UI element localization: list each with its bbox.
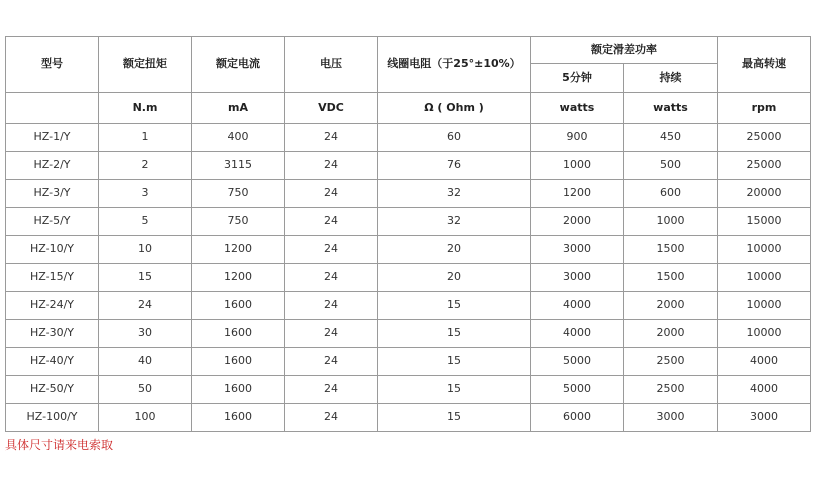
cell-model: HZ-2/Y — [6, 152, 99, 180]
unit-continuous: watts — [624, 93, 718, 124]
table-row — [6, 348, 811, 376]
cell-max-speed: 10000 — [718, 236, 811, 264]
contact-note: 具体尺寸请来电索取 — [5, 438, 114, 452]
cell-voltage: 24 — [285, 348, 378, 376]
cell-max-speed: 4000 — [718, 348, 811, 376]
cell-continuous: 3000 — [624, 404, 718, 432]
unit-five-min: watts — [531, 93, 624, 124]
cell-resistance: 15 — [378, 348, 531, 376]
cell-voltage: 24 — [285, 124, 378, 152]
table-row — [6, 320, 811, 348]
cell-five-min: 5000 — [531, 376, 624, 404]
cell-max-speed: 25000 — [718, 152, 811, 180]
header-five-min: 5分钟 — [531, 64, 624, 93]
cell-five-min: 2000 — [531, 208, 624, 236]
cell-model: HZ-40/Y — [6, 348, 99, 376]
cell-model: HZ-100/Y — [6, 404, 99, 432]
cell-continuous: 500 — [624, 152, 718, 180]
cell-torque: 24 — [99, 292, 192, 320]
cell-five-min: 1000 — [531, 152, 624, 180]
cell-model: HZ-15/Y — [6, 264, 99, 292]
cell-torque: 1 — [99, 124, 192, 152]
cell-resistance: 76 — [378, 152, 531, 180]
cell-resistance: 32 — [378, 180, 531, 208]
cell-resistance: 15 — [378, 320, 531, 348]
cell-five-min: 4000 — [531, 292, 624, 320]
cell-voltage: 24 — [285, 320, 378, 348]
cell-voltage: 24 — [285, 236, 378, 264]
table-header — [6, 37, 811, 124]
cell-five-min: 1200 — [531, 180, 624, 208]
cell-torque: 30 — [99, 320, 192, 348]
header-torque: 额定扭矩 — [99, 37, 192, 93]
cell-model: HZ-5/Y — [6, 208, 99, 236]
header-resistance: 线圈电阻（于25°±10%） — [378, 37, 531, 93]
cell-torque: 2 — [99, 152, 192, 180]
cell-max-speed: 20000 — [718, 180, 811, 208]
cell-continuous: 2500 — [624, 348, 718, 376]
cell-voltage: 24 — [285, 180, 378, 208]
cell-current: 1600 — [192, 292, 285, 320]
header-max-speed: 最高转速 — [718, 37, 811, 93]
table-row — [6, 180, 811, 208]
cell-current: 750 — [192, 208, 285, 236]
cell-resistance: 32 — [378, 208, 531, 236]
unit-torque: N.m — [99, 93, 192, 124]
cell-max-speed: 15000 — [718, 208, 811, 236]
unit-voltage: VDC — [285, 93, 378, 124]
cell-voltage: 24 — [285, 208, 378, 236]
header-current: 额定电流 — [192, 37, 285, 93]
cell-model: HZ-3/Y — [6, 180, 99, 208]
cell-resistance: 15 — [378, 376, 531, 404]
cell-max-speed: 10000 — [718, 292, 811, 320]
header-voltage: 电压 — [285, 37, 378, 93]
cell-current: 1200 — [192, 236, 285, 264]
cell-resistance: 20 — [378, 264, 531, 292]
table-row — [6, 208, 811, 236]
cell-current: 750 — [192, 180, 285, 208]
cell-voltage: 24 — [285, 292, 378, 320]
cell-five-min: 3000 — [531, 264, 624, 292]
cell-torque: 15 — [99, 264, 192, 292]
unit-max-speed: rpm — [718, 93, 811, 124]
table-row — [6, 404, 811, 432]
cell-voltage: 24 — [285, 404, 378, 432]
table-row — [6, 236, 811, 264]
cell-continuous: 1000 — [624, 208, 718, 236]
cell-current: 1200 — [192, 264, 285, 292]
header-continuous: 持续 — [624, 64, 718, 93]
table-row — [6, 376, 811, 404]
table-row — [6, 292, 811, 320]
spec-table — [5, 36, 811, 432]
header-model: 型号 — [6, 37, 99, 93]
cell-continuous: 2000 — [624, 292, 718, 320]
cell-five-min: 900 — [531, 124, 624, 152]
cell-torque: 50 — [99, 376, 192, 404]
cell-continuous: 2500 — [624, 376, 718, 404]
cell-continuous: 450 — [624, 124, 718, 152]
cell-current: 1600 — [192, 376, 285, 404]
table-row — [6, 152, 811, 180]
cell-model: HZ-24/Y — [6, 292, 99, 320]
cell-current: 1600 — [192, 404, 285, 432]
cell-model: HZ-30/Y — [6, 320, 99, 348]
cell-resistance: 20 — [378, 236, 531, 264]
cell-torque: 40 — [99, 348, 192, 376]
table-row — [6, 124, 811, 152]
cell-resistance: 15 — [378, 292, 531, 320]
table-body — [6, 124, 811, 432]
cell-max-speed: 10000 — [718, 264, 811, 292]
cell-voltage: 24 — [285, 264, 378, 292]
cell-max-speed: 3000 — [718, 404, 811, 432]
table-row — [6, 264, 811, 292]
unit-resistance: Ω ( Ohm ) — [378, 93, 531, 124]
cell-voltage: 24 — [285, 152, 378, 180]
cell-continuous: 1500 — [624, 264, 718, 292]
cell-continuous: 2000 — [624, 320, 718, 348]
cell-model: HZ-1/Y — [6, 124, 99, 152]
cell-five-min: 3000 — [531, 236, 624, 264]
cell-torque: 10 — [99, 236, 192, 264]
cell-five-min: 6000 — [531, 404, 624, 432]
cell-resistance: 15 — [378, 404, 531, 432]
cell-five-min: 5000 — [531, 348, 624, 376]
cell-current: 1600 — [192, 320, 285, 348]
unit-current: mA — [192, 93, 285, 124]
cell-continuous: 600 — [624, 180, 718, 208]
cell-current: 1600 — [192, 348, 285, 376]
cell-current: 400 — [192, 124, 285, 152]
cell-current: 3115 — [192, 152, 285, 180]
unit-model — [6, 93, 99, 124]
cell-five-min: 4000 — [531, 320, 624, 348]
cell-resistance: 60 — [378, 124, 531, 152]
cell-max-speed: 10000 — [718, 320, 811, 348]
header-slip-power: 额定滑差功率 — [531, 37, 718, 64]
cell-max-speed: 4000 — [718, 376, 811, 404]
cell-model: HZ-50/Y — [6, 376, 99, 404]
cell-continuous: 1500 — [624, 236, 718, 264]
cell-max-speed: 25000 — [718, 124, 811, 152]
cell-model: HZ-10/Y — [6, 236, 99, 264]
cell-torque: 3 — [99, 180, 192, 208]
cell-voltage: 24 — [285, 376, 378, 404]
cell-torque: 5 — [99, 208, 192, 236]
cell-torque: 100 — [99, 404, 192, 432]
